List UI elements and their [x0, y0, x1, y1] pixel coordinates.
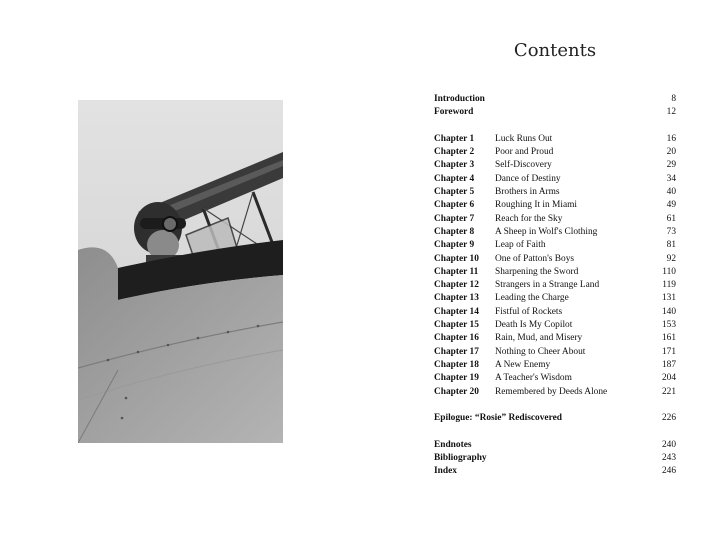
table-of-contents [434, 93, 676, 479]
entry-page: 240 [661, 439, 676, 450]
toc-entry-chapter[interactable] [434, 306, 676, 319]
chapter-number: Chapter 3 [434, 160, 475, 171]
entry-page: 187 [661, 359, 676, 370]
toc-entry-chapter[interactable] [434, 173, 676, 186]
chapter-title: Leading the Charge [495, 293, 569, 304]
chapter-number: Chapter 7 [434, 213, 475, 224]
toc-entry-endnotes[interactable] [434, 439, 676, 452]
chapter-title: Self-Discovery [495, 160, 552, 171]
toc-entry-chapter[interactable] [434, 253, 676, 266]
chapter-number: Chapter 11 [434, 266, 479, 277]
contents-title: Contents [513, 40, 597, 61]
entry-page: 61 [666, 213, 676, 224]
toc-entry-chapter[interactable] [434, 213, 676, 226]
entry-page: 110 [662, 266, 676, 277]
chapter-title: Nothing to Cheer About [495, 346, 586, 357]
chapter-title: A Teacher's Wisdom [495, 373, 572, 384]
entry-page: 12 [666, 107, 676, 118]
entry-page: 221 [661, 386, 676, 397]
toc-entry-chapter[interactable] [434, 159, 676, 172]
toc-entry-chapter[interactable] [434, 133, 676, 146]
entry-page: 20 [666, 147, 676, 158]
entry-page: 153 [661, 320, 676, 331]
entry-page: 243 [661, 453, 676, 464]
entry-page: 81 [666, 240, 676, 251]
entry-page: 29 [666, 160, 676, 171]
entry-page: 8 [671, 94, 676, 104]
entry-page: 140 [661, 306, 676, 317]
section-gap [434, 425, 676, 438]
entry-page: 92 [666, 253, 676, 264]
chapter-number: Chapter 15 [434, 320, 479, 331]
toc-entry-chapter[interactable] [434, 319, 676, 332]
chapter-number: Chapter 16 [434, 333, 479, 344]
chapter-title: Reach for the Sky [495, 213, 563, 224]
toc-entry-chapter[interactable] [434, 226, 676, 239]
chapter-number: Chapter 17 [434, 346, 479, 357]
chapter-title: Strangers in a Strange Land [495, 280, 600, 291]
chapter-number: Chapter 12 [434, 280, 479, 291]
chapter-number: Chapter 13 [434, 293, 479, 304]
toc-entry-introduction[interactable] [434, 93, 676, 106]
chapter-title: Fistful of Rockets [495, 306, 563, 317]
entry-page: 119 [662, 280, 676, 291]
section-gap [434, 399, 676, 412]
chapter-title: Leap of Faith [495, 240, 546, 251]
entry-label: Introduction [434, 94, 485, 104]
chapter-number: Chapter 6 [434, 200, 475, 211]
chapter-number: Chapter 8 [434, 226, 475, 237]
entry-label: Foreword [434, 107, 474, 118]
toc-entry-chapter[interactable] [434, 346, 676, 359]
chapter-title: Brothers in Arms [495, 187, 560, 198]
toc-entry-chapter[interactable] [434, 186, 676, 199]
entry-page: 171 [661, 346, 676, 357]
chapter-title: Death Is My Copilot [495, 320, 573, 331]
toc-entry-chapter[interactable] [434, 292, 676, 305]
toc-entry-chapter[interactable] [434, 146, 676, 159]
section-gap [434, 120, 676, 133]
chapter-number: Chapter 2 [434, 147, 475, 158]
entry-page: 16 [666, 133, 676, 144]
chapter-number: Chapter 10 [434, 253, 479, 264]
chapter-title: Remembered by Deeds Alone [495, 386, 608, 397]
entry-label: Index [434, 466, 457, 477]
chapter-number: Chapter 5 [434, 187, 475, 198]
chapter-title: Sharpening the Sword [495, 266, 579, 277]
chapter-title: Dance of Destiny [495, 173, 561, 184]
toc-entry-chapter[interactable] [434, 372, 676, 385]
chapter-number: Chapter 19 [434, 373, 479, 384]
toc-entry-foreword[interactable] [434, 106, 676, 119]
toc-entry-chapter[interactable] [434, 266, 676, 279]
toc-entry-chapter[interactable] [434, 279, 676, 292]
entry-page: 204 [661, 373, 676, 384]
chapter-number: Chapter 18 [434, 359, 479, 370]
toc-entry-chapter[interactable] [434, 359, 676, 372]
toc-entry-epilogue[interactable] [434, 412, 676, 425]
toc-entry-bibliography[interactable] [434, 452, 676, 465]
chapter-number: Chapter 14 [434, 306, 479, 317]
chapter-title: One of Patton's Boys [495, 253, 575, 264]
entry-page: 131 [661, 293, 676, 304]
entry-page: 226 [661, 413, 676, 424]
entry-page: 161 [661, 333, 676, 344]
entry-page: 246 [661, 466, 676, 477]
toc-entry-chapter[interactable] [434, 239, 676, 252]
entry-page: 73 [666, 226, 676, 237]
entry-page: 49 [666, 200, 676, 211]
toc-entry-chapter[interactable] [434, 199, 676, 212]
toc-entry-chapter[interactable] [434, 332, 676, 345]
chapter-title: A Sheep in Wolf's Clothing [495, 226, 598, 237]
chapter-title: Roughing It in Miami [495, 200, 578, 211]
chapter-number: Chapter 1 [434, 133, 475, 144]
chapter-number: Chapter 4 [434, 173, 475, 184]
entry-label: Epilogue: “Rosie” Rediscovered [434, 413, 562, 424]
entry-page: 34 [666, 173, 676, 184]
toc-entry-index[interactable] [434, 465, 676, 478]
chapter-title: Poor and Proud [495, 147, 554, 158]
chapter-title: Rain, Mud, and Misery [495, 333, 583, 344]
entry-label: Bibliography [434, 453, 487, 464]
chapter-number: Chapter 20 [434, 386, 479, 397]
entry-label: Endnotes [434, 439, 472, 450]
chapter-title: A New Enemy [495, 359, 551, 370]
toc-entry-chapter[interactable] [434, 386, 676, 399]
chapter-number: Chapter 9 [434, 240, 475, 251]
pilot-in-biplane-photo [78, 100, 283, 443]
chapter-title: Luck Runs Out [495, 133, 553, 144]
entry-page: 40 [666, 187, 676, 198]
